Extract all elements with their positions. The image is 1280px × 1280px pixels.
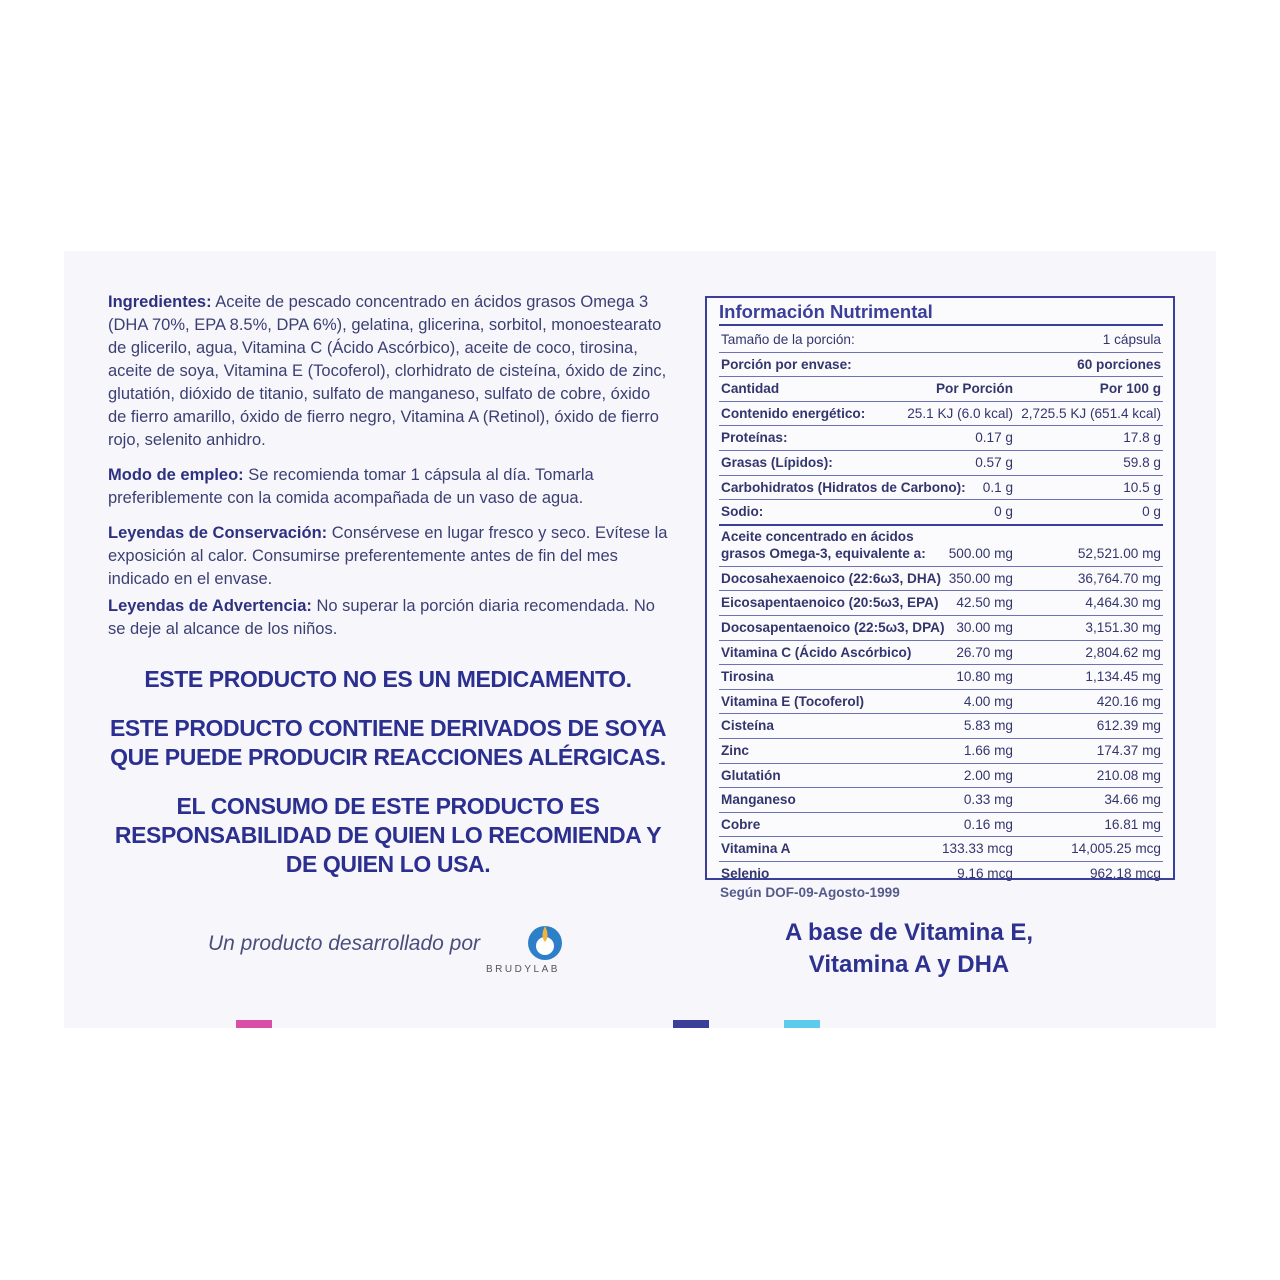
detail-row [719,567,1163,592]
ingredients-text: Aceite de pescado concentrado en ácidos grasos Omega 3 (DHA 70%, EPA 8.5%, DPA 6%), gelatina, glicerina, sorbitol, monoestearato de glicerilo, agua, Vitamina C (Ácido Ascórbico), aceite de coco, tirosina, aceite de soya, Vitamina E (Tocoferol), clorhidrato de cisteína, óxido de zinc, glutatión, dióxido de titanio, sulfato de manganeso, sulfato de cobre, óxido de fierro amarillo, óxido de fierro negro, Vitamina A (Retinol), óxido de fierro rojo, selenito anhidro. [108,293,667,449]
detail-row-per100: 4,464.30 mg [1085,595,1161,611]
nutrient-row-label: Carbohidratos (Hidratos de Carbono): [721,479,966,495]
nutrient-row [719,500,1163,526]
omega3-row-portion: 500.00 mg [948,545,1013,561]
detail-row-per100: 174.37 mg [1096,742,1161,758]
detail-row-portion: 10.80 mg [956,669,1013,685]
detail-row-portion: 42.50 mg [956,595,1013,611]
detail-row-portion: 0.33 mg [963,792,1013,808]
detail-row-label: Docosapentaenoico (22:5ω3, DPA) [721,619,945,635]
header-row [719,377,1163,402]
swatch-cyan [784,1020,820,1028]
omega3-row-label: Aceite concentrado en ácidos grasos Omega-3, equivalente a: [721,528,926,561]
detail-row-label: Zinc [721,742,749,758]
usage-paragraph [108,464,668,510]
advertencia-paragraph [108,595,668,641]
detail-row [719,665,1163,690]
nutrition-title: Información Nutrimental [719,301,933,322]
detail-row [719,788,1163,813]
detail-row-portion: 30.00 mg [956,619,1013,635]
nutrition-table [705,296,1175,880]
nutrient-row-portion: 0.1 g [982,479,1013,495]
nutrition-rows [719,328,1163,885]
detail-row [719,764,1163,789]
detail-row-per100: 612.39 mg [1096,718,1161,734]
detail-row [719,813,1163,838]
brudylab-logo [510,918,580,988]
conservation-paragraph [108,522,668,591]
base-claim-line-2: Vitamina A y DHA [808,951,1010,978]
detail-row-label: Tirosina [721,669,774,685]
nutrient-row-per100: 10.5 g [1123,479,1161,495]
advertencia-text: No superar la porción diaria recomendada. No se deje al alcance de los niños. [108,597,655,638]
detail-row-label: Docosahexaenoico (22:6ω3, DHA) [721,570,941,586]
serving-size-label: Tamaño de la porción: [721,332,855,347]
detail-row-per100: 36,764.70 mg [1077,570,1161,586]
detail-row-per100: 2,804.62 mg [1085,644,1161,660]
nutrient-row-portion: 0 g [994,504,1013,520]
detail-row-portion: 350.00 mg [948,570,1013,586]
nutrient-row-label: Contenido energético: [721,405,866,421]
detail-row [719,739,1163,764]
detail-row-label: Cisteína [721,718,774,734]
nutrient-row-per100: 2,725.5 KJ (651.4 kcal) [1021,405,1161,421]
header-per-100: Por 100 g [1099,381,1161,397]
swatch-magenta [236,1020,272,1028]
usage-label: Modo de empleo: [108,466,244,484]
detail-row [719,714,1163,739]
nutrient-row [719,426,1163,451]
warnings-block [108,665,668,879]
warning-responsibility: EL CONSUMO DE ESTE PRODUCTO ES RESPONSABILIDAD DE QUIEN LO RECOMIENDA Y DE QUIEN LO USA. [114,793,662,877]
header-cantidad: Cantidad [721,381,780,397]
detail-row [719,616,1163,641]
detail-row-portion: 26.70 mg [956,644,1013,660]
base-claim [774,917,1044,981]
detail-row-per100: 1,134.45 mg [1085,669,1161,685]
nutrient-row-per100: 0 g [1142,504,1161,520]
header-per-portion: Por Porción [935,381,1013,397]
detail-row-label: Glutatión [721,767,781,783]
producer-block [204,914,664,984]
detail-row-label: Vitamina C (Ácido Ascórbico) [721,644,912,660]
detail-row-label: Cobre [721,816,761,832]
detail-row-portion: 2.00 mg [963,767,1013,783]
detail-row [719,591,1163,616]
detail-row-per100: 3,151.30 mg [1085,619,1161,635]
detail-row-portion: 133.33 mcg [941,841,1013,857]
detail-row-label: Selenio [721,865,770,881]
detail-row-per100: 14,005.25 mcg [1071,841,1161,857]
warning-soy-allergy: ESTE PRODUCTO CONTIENE DERIVADOS DE SOYA QUE PUEDE PRODUCIR REACCIONES ALÉRGICAS. [109,715,667,770]
detail-row-label: Manganeso [721,792,796,808]
detail-row [719,690,1163,715]
detail-row-label: Vitamina E (Tocoferol) [721,693,865,709]
detail-row [719,641,1163,666]
nutrient-row-portion: 25.1 KJ (6.0 kcal) [907,405,1013,421]
ingredients-label: Ingredientes: [108,293,212,311]
detail-row-per100: 210.08 mg [1096,767,1161,783]
omega3-row [719,526,1163,567]
base-claim-line-1: A base de Vitamina E, [784,919,1034,946]
detail-row [719,862,1163,886]
left-column [108,291,668,899]
detail-row-portion: 4.00 mg [963,693,1013,709]
serving-size-row [719,328,1163,353]
product-label [64,251,1216,1028]
detail-row-per100: 962.18 mcg [1089,865,1161,881]
advertencia-label: Leyendas de Advertencia: [108,597,312,615]
nutrient-row-per100: 17.8 g [1123,430,1161,446]
servings-label: Porción por envase: [721,356,852,372]
warning-not-medicine: ESTE PRODUCTO NO ES UN MEDICAMENTO. [144,666,632,692]
detail-row-per100: 34.66 mg [1104,792,1161,808]
conservation-label: Leyendas de Conservación: [108,524,328,542]
detail-row-portion: 5.83 mg [963,718,1013,734]
detail-row-portion: 0.16 mg [963,816,1013,832]
nutrient-row [719,451,1163,476]
nutrient-row-label: Grasas (Lípidos): [721,454,833,470]
nutrient-row-label: Sodio: [721,504,764,520]
detail-row-portion: 1.66 mg [963,742,1013,758]
servings-row [719,353,1163,378]
detail-row-label: Eicosapentaenoico (20:5ω3, EPA) [721,595,939,611]
conservation-text: Consérvese en lugar fresco y seco. Evítese la exposición al calor. Consumirse preferentemente antes de fin del mes indicado en el envase. [108,524,668,588]
servings-value: 60 porciones [1077,356,1161,372]
nutrient-row-per100: 59.8 g [1123,454,1161,470]
nutrient-row [719,476,1163,501]
swatch-navy [673,1020,709,1028]
ingredients-paragraph [108,291,668,452]
producer-text: Un producto desarrollado por [208,932,480,955]
omega3-row-per100: 52,521.00 mg [1077,545,1161,561]
source-note: Según DOF-09-Agosto-1999 [720,885,900,900]
nutrient-row-portion: 0.17 g [975,430,1013,446]
detail-row-per100: 16.81 mg [1104,816,1161,832]
usage-text: Se recomienda tomar 1 cápsula al día. Tomarla preferiblemente con la comida acompañada de un vaso de agua. [108,466,594,507]
nutrient-row [719,402,1163,427]
serving-size-value: 1 cápsula [1102,332,1161,347]
detail-row-label: Vitamina A [721,841,791,857]
nutrient-row-portion: 0.57 g [975,454,1013,470]
title-divider [719,324,1163,326]
detail-row-per100: 420.16 mg [1096,693,1161,709]
nutrient-row-label: Proteínas: [721,430,788,446]
detail-row-portion: 9.16 mcg [957,865,1013,881]
brand-name: BRUDYLAB [486,964,560,975]
detail-row [719,837,1163,862]
